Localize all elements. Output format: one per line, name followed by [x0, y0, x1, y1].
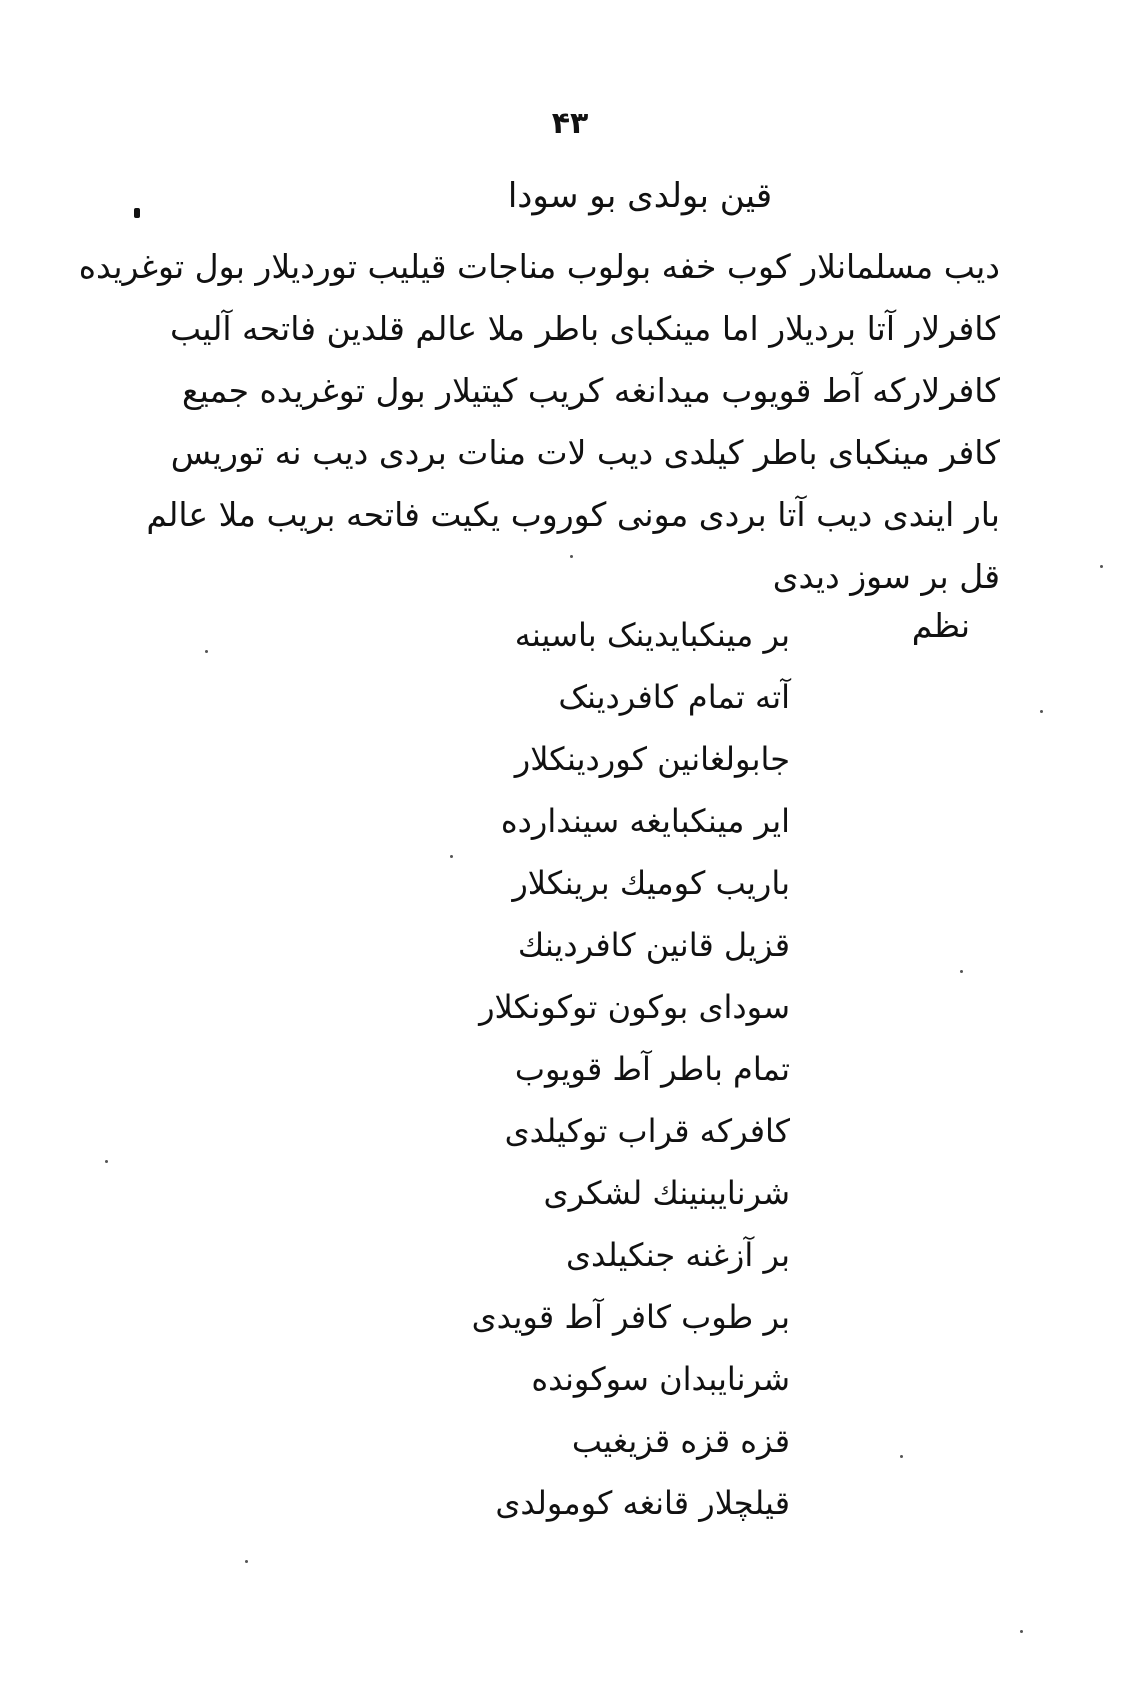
verse-line: قزه قزه قزیغیب: [571, 1422, 790, 1460]
verse-line: بر آزغنه جنکیلدی: [566, 1236, 790, 1274]
paper-speck: [205, 650, 208, 653]
paper-speck: [960, 970, 963, 973]
margin-mark: [134, 208, 140, 218]
paper-speck: [1100, 565, 1103, 568]
paper-speck: [105, 1160, 108, 1163]
prose-paragraph: [78, 236, 1000, 608]
prose-line: کافر مینکبای باطر کیلدی دیب لات منات بردی دیب نه توریس: [170, 433, 1000, 472]
prose-line: دیب مسلمانلار کوب خفه بولوب مناجات قیلیب توردیلار بول توغریده: [78, 247, 1000, 286]
verse-line: باریب کومیك برینکلار: [512, 864, 790, 902]
verse-block: [440, 604, 790, 1534]
verse-line: بر طوب کافر آط قویدی: [471, 1298, 790, 1336]
section-heading: قین بولدی بو سودا: [507, 176, 773, 216]
page-number: ۴۳: [551, 106, 589, 141]
paper-speck: [570, 555, 573, 558]
paper-speck: [245, 1560, 248, 1563]
verse-line: سودای بوکون توکونکلار: [479, 988, 790, 1026]
paper-speck: [900, 1455, 903, 1458]
verse-line: شرنایبنینك لشکری: [543, 1174, 790, 1212]
verse-line: قیلچلار قانغه کومولدی: [495, 1484, 790, 1522]
verse-line: شرنایبدان سوکونده: [531, 1360, 790, 1398]
verse-label: نظم: [911, 606, 970, 645]
paper-speck: [1020, 1630, 1023, 1633]
verse-line: بر مینکبایدینک باسینه: [514, 616, 790, 654]
paper-speck: [1040, 710, 1043, 713]
prose-line: کافرلارکه آط قویوب میدانغه کریب کیتیلار بول توغریده جمیع: [182, 371, 1000, 410]
verse-line: تمام باطر آط قویوب: [514, 1050, 790, 1088]
prose-line: بار ایندی دیب آتا بردی مونی کوروب یکیت فاتحه بریب ملا عالم: [146, 495, 1000, 534]
prose-line: قل بر سوز دیدی: [772, 557, 1000, 596]
verse-line: کافرکه قراب توکیلدی: [504, 1112, 790, 1150]
prose-line: کافرلار آتا بردیلار اما مینکبای باطر ملا عالم قلدین فاتحه آلیب: [169, 309, 1000, 348]
verse-line: جابولغانین کوردینکلار: [514, 740, 790, 778]
verse-line: آته تمام کافردینک: [558, 678, 790, 716]
verse-line: قزیل قانین کافردینك: [517, 926, 790, 964]
verse-line: ایر مینکبایغه سیندارده: [500, 802, 790, 840]
paper-speck: [450, 855, 453, 858]
